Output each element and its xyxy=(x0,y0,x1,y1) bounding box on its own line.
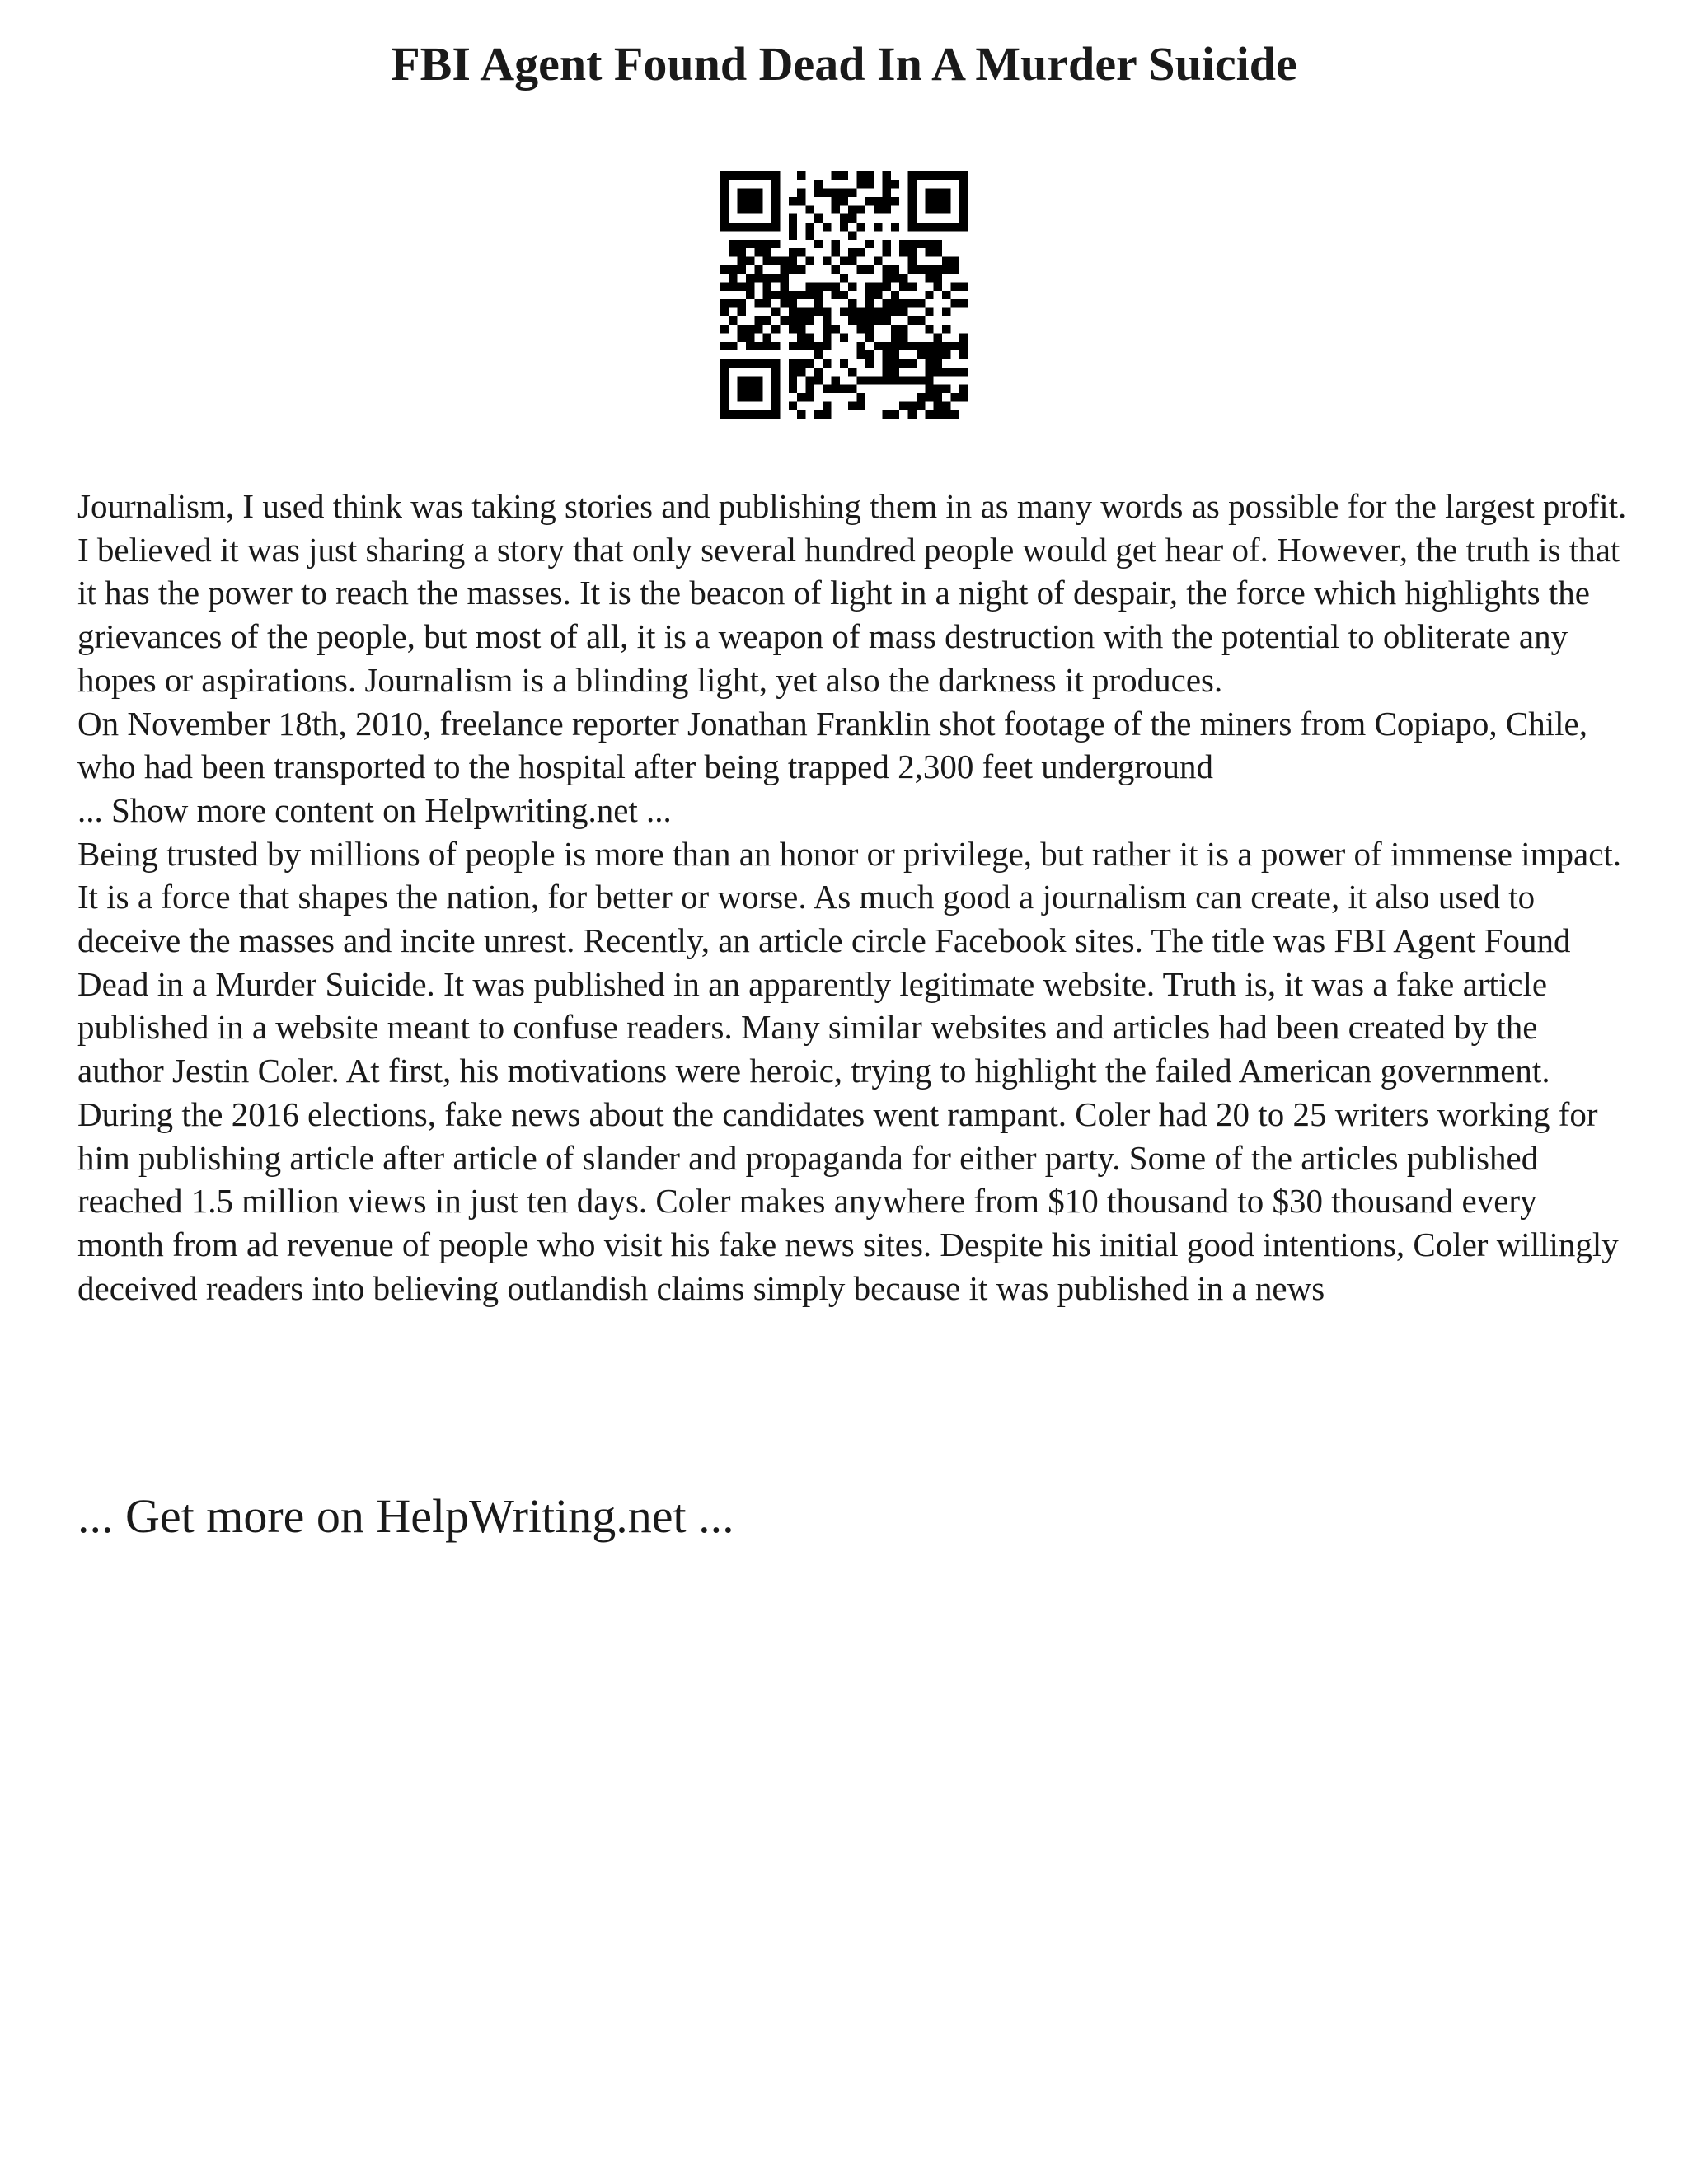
qr-code-graphic xyxy=(720,171,968,419)
article-body xyxy=(77,485,1627,1310)
qr-code-icon xyxy=(720,171,968,419)
get-more-link[interactable]: ... Get more on HelpWriting.net ... xyxy=(77,1489,734,1543)
paragraph-fake-news: Being trusted by millions of people is more than an honor or privilege, but rather it is a power of immense impact. It is a force that shapes the nation, for better or worse. As much good a journalism can create, it also used to deceive the masses and incite unrest. Recently, an article circle Facebook sites. The title was FBI Agent Found Dead in a Murder Suicide. It was published in an apparently legitimate website. Truth is, it was a fake article published in a website meant to confuse readers. Many similar websites and articles had been created by the author Jestin Coler. At first, his motivations were heroic, trying to highlight the failed American government. During the 2016 elections, fake news about the candidates went rampant. Coler had 20 to 25 writers working for him publishing article after article of slander and propaganda for either party. Some of the articles published reached 1.5 million views in just ten days. Coler makes anywhere from $10 thousand to $30 thousand every month from ad revenue of people who visit his fake news sites. Despite his initial good intentions, Coler willingly deceived readers into believing outlandish claims simply because it was published in a news xyxy=(77,834,1622,1307)
show-more-link[interactable]: ... Show more content on Helpwriting.net ... xyxy=(77,790,672,829)
paragraph-intro: Journalism, I used think was taking stories and publishing them in as many words as possible for the largest profit. I believed it was just sharing a story that only several hundred people would get hear of. However, the truth is that it has the power to reach the masses. It is the beacon of light in a night of despair, the force which highlights the grievances of the people, but most of all, it is a weapon of mass destruction with the potential to obliterate any hopes or aspirations. Journalism is a blinding light, yet also the darkness it produces. xyxy=(77,487,1627,699)
paragraph-miners: On November 18th, 2010, freelance reporter Jonathan Franklin shot footage of the miners from Copiapo, Chile, who had been transported to the hospital after being trapped 2,300 feet underground xyxy=(77,704,1587,786)
page-title: FBI Agent Found Dead In A Murder Suicide xyxy=(391,37,1297,91)
